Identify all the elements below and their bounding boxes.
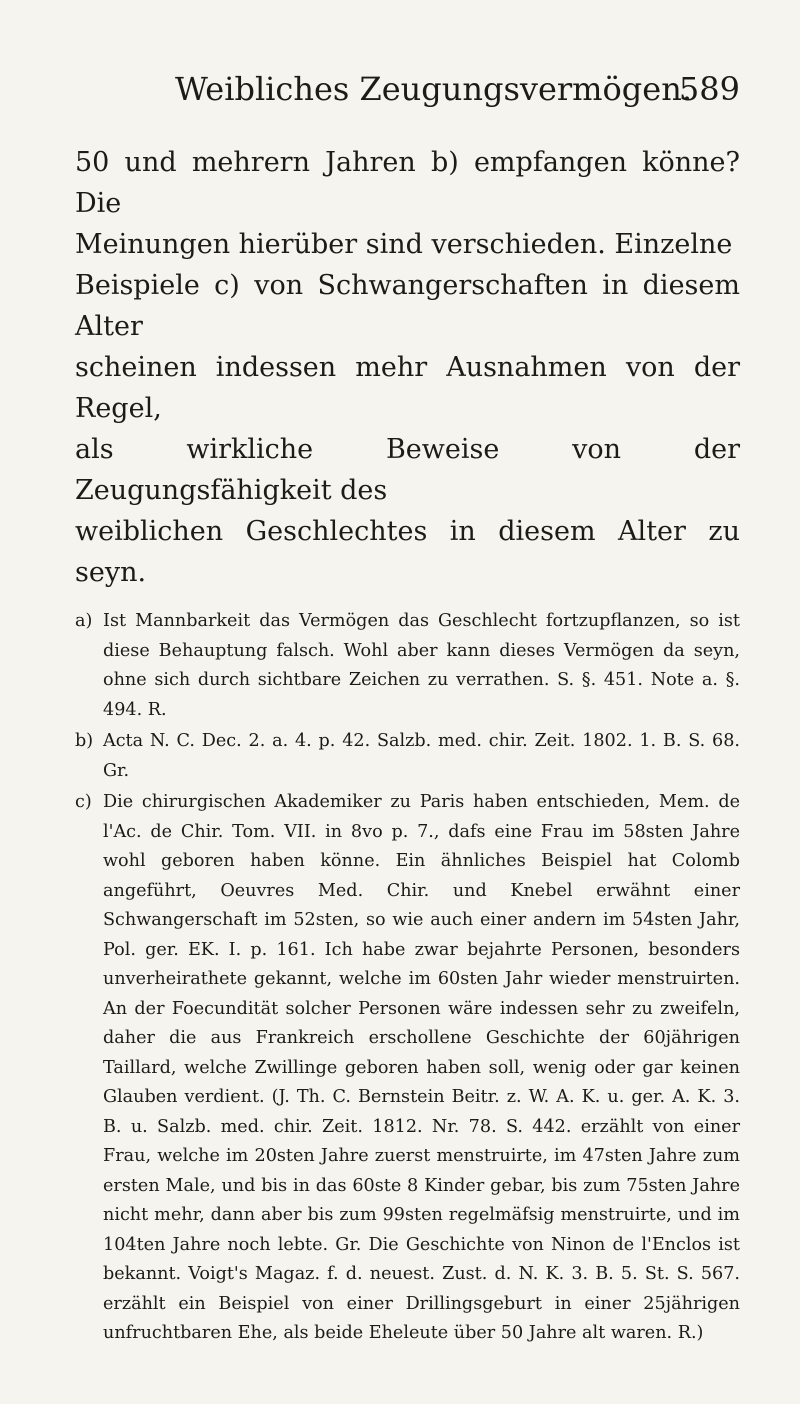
footnote-text: Acta N. C. Dec. 2. a. 4. p. 42. Salzb. med. chir. Zeit. 1802. 1. B. S. 68. Gr. <box>103 731 740 781</box>
footnote-b <box>75 727 740 786</box>
footnotes <box>75 607 740 1349</box>
page-header <box>75 70 740 114</box>
main-paragraph <box>75 142 740 593</box>
text-line: als wirkliche Beweise von der Zeugungsfähigkeit des <box>75 434 740 506</box>
footnote-c <box>75 788 740 1349</box>
text-line: scheinen indessen mehr Ausnahmen von der Regel, <box>75 352 740 424</box>
text-line: Beispiele c) von Schwangerschaften in diesem Alter <box>75 270 740 342</box>
footnote-text: Die chirurgischen Akademiker zu Paris haben entschieden, Mem. de l'Ac. de Chir. Tom. VII. in 8vo p. 7., dafs eine Frau im 58sten Jahre wohl geboren haben könne. Ein ähnliches Beispiel hat Colomb angeführt, Oeuvres Med. Chir. und Knebel erwähnt einer Schwangerschaft im 52sten, so wie auch einer andern im 54sten Jahr, Pol. ger. EK. I. p. 161. Ich habe zwar bejahrte Personen, besonders unverheirathete gekannt, welche im 60sten Jahr wieder menstruirten. An der Foecundität solcher Personen wäre indessen sehr zu zweifeln, daher die aus Frankreich erschollene Geschichte der 60jährigen Taillard, welche Zwillinge geboren haben soll, wenig oder gar keinen Glauben verdient. (J. Th. C. Bernstein Beitr. z. W. A. K. u. ger. A. K. 3. B. u. Salzb. med. chir. Zeit. 1812. Nr. 78. S. 442. erzählt von einer Frau, welche im 20sten Jahre zuerst menstruirte, im 47sten Jahre zum ersten Male, und bis in das 60ste 8 Kinder gebar, bis zum 75sten Jahre nicht mehr, dann aber bis zum 99sten regelmäfsig menstruirte, und im 104ten Jahre noch lebte. Gr. Die Geschichte von Ninon de l'Enclos ist bekannt. Voigt's Magaz. f. d. neuest. Zust. d. N. K. 3. B. 5. St. S. 567. erzählt ein Beispiel von einer Drillingsgeburt in einer 25jährigen unfruchtbaren Ehe, als beide Eheleute über 50 Jahre alt waren. R.) <box>103 792 740 1343</box>
text-line: 50 und mehrern Jahren b) empfangen könne? Die <box>75 147 740 219</box>
text-line: Meinungen hierüber sind verschieden. Einzelne <box>75 229 733 260</box>
page-number: 589 <box>678 70 740 108</box>
running-title: Weibliches Zeugungsvermögen. <box>175 70 692 108</box>
footnote-label: c) <box>75 792 92 812</box>
footnote-label: a) <box>75 611 93 631</box>
text-line: weiblichen Geschlechtes in diesem Alter zu seyn. <box>75 516 740 588</box>
footnote-label: b) <box>75 731 94 751</box>
footnote-text: Ist Mannbarkeit das Vermögen das Geschlecht fortzupflanzen, so ist diese Behauptung falsch. Wohl aber kann dieses Vermögen da seyn, ohne sich durch sichtbare Zeichen zu verrathen. S. §. 451. Note a. §. 494. R. <box>103 611 740 720</box>
footnote-a <box>75 607 740 725</box>
